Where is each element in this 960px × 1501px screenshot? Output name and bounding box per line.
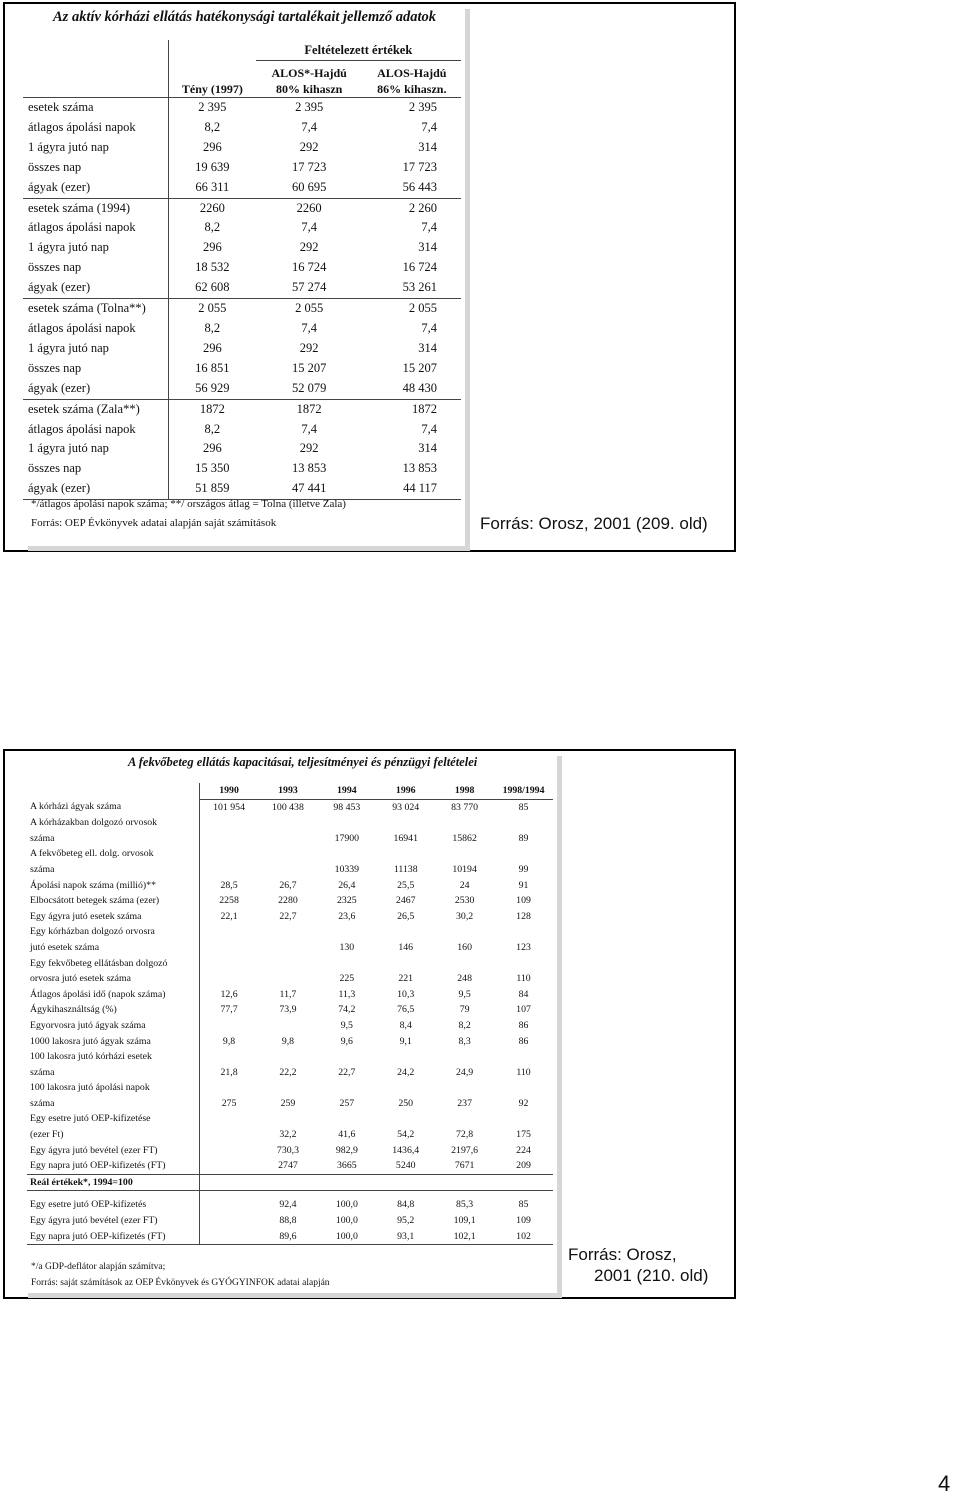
cell-value: 22,7 [338,1066,356,1078]
table-row [27,893,553,909]
cell-value: 10339 [334,863,360,875]
cell-value: 314 [418,340,437,355]
cell-value: 100 438 [272,801,304,813]
cell-value: 248 [457,973,472,985]
row-label: ágyak (ezer) [23,379,169,399]
row-label: Egyorvosra jutó ágyak száma [27,1018,199,1034]
efficiency-table [23,40,461,500]
table-row [23,479,461,499]
col-header-fact: Tény (1997) [169,61,256,98]
cell-value: 275 [221,1097,237,1109]
slide-1 [3,2,736,552]
cell-value: 66 311 [195,179,230,194]
row-label: összes nap [23,359,169,379]
cell-value: 92,4 [279,1199,297,1211]
table-header-row [23,40,461,61]
col-header: 1998/1994 [494,783,553,799]
table-subheader-row [23,61,461,98]
table-row [23,198,461,218]
cell-value: 2 055 [169,299,256,319]
cell-value: 8,3 [458,1035,471,1047]
cell-value: 51 859 [169,479,256,499]
cell-value: 92 [518,1097,529,1109]
row-label: 1 ágyra jutó nap [23,439,169,459]
cell-value [199,1018,258,1034]
row-label: Egy napra jutó OEP-kifizetés (FT) [27,1158,199,1174]
table-row [27,1143,553,1159]
row-label: Ágykihasználtság (%) [27,1002,199,1018]
row-label: átlagos ápolási napok [23,218,169,238]
cell-value: 8,2 [204,220,221,235]
table-row [27,1018,553,1034]
row-label: esetek száma [23,98,169,118]
slide-2 [3,749,736,1299]
row-label: átlagos ápolási napok [23,118,169,138]
col-header: 1990 [199,783,258,799]
table-row [23,98,461,118]
cell-value: 109 [516,895,531,907]
table-row [23,439,461,459]
cell-value: 9,8 [281,1035,295,1047]
table-row [23,278,461,298]
col-header: 1996 [376,783,435,799]
cell-value: 8,2 [204,320,221,335]
cell-value: 102,1 [435,1229,494,1245]
cell-value: 8,2 [458,1019,471,1031]
cell-value: 11,7 [279,988,297,1000]
source-note: Forrás: OEP Évkönyvek adatai alapján saját számítások [31,517,277,529]
cell-value: 95,2 [397,1215,415,1227]
table-row [27,1197,553,1213]
cell-value: 100,0 [335,1215,358,1227]
cell-value: 9,6 [340,1035,353,1047]
row-label: Ápolási napok száma (millió)** [27,878,199,894]
cell-value: 8,4 [399,1019,412,1031]
assumed-values-header: Feltételezett értékek [256,40,461,61]
row-label: Egy ágyra jutó esetek száma [27,909,199,925]
cell-value: 7,4 [301,220,317,235]
cell-value: 7,4 [301,320,317,335]
cell-value: 22,2 [279,1066,297,1078]
row-label: Elbocsátott betegek száma (ezer) [27,893,199,909]
cell-value: 12,6 [220,988,238,1000]
cell-value: 175 [516,1129,531,1141]
cell-value: 130 [339,941,355,953]
cell-value: 24,2 [397,1066,415,1078]
cell-value: 2530 [454,895,475,907]
cell-value: 19 639 [195,159,230,174]
cell-value: 26,5 [397,910,415,922]
table-row [23,258,461,278]
cell-value: 2 395 [198,100,227,114]
cell-value [259,924,318,955]
cell-value: 21,8 [220,1066,238,1078]
cell-value: 292 [299,441,319,456]
col-header-alos-80: ALOS*-Hajdú 80% kihaszn [256,61,363,98]
cell-value: 24,9 [456,1066,474,1078]
cell-value: 8,2 [204,119,221,134]
cell-value: 2197,6 [451,1144,479,1156]
cell-value: 123 [516,941,531,953]
row-label: 1 ágyra jutó nap [23,339,169,359]
table-row [27,1080,553,1111]
cell-value: 47 441 [256,479,363,499]
cell-value: 25,5 [397,879,415,891]
cell-value [199,815,258,846]
figure-efficiency-table [23,4,465,546]
cell-value: 24 [459,879,470,891]
row-label: A kórházakban dolgozó orvosok száma [27,815,199,846]
cell-value: 11138 [393,863,418,875]
cell-value: 56 929 [195,380,230,395]
row-label: összes nap [23,459,169,479]
table-row [27,909,553,925]
cell-value: 74,2 [338,1004,356,1016]
cell-value: 13 853 [291,461,327,476]
cell-value: 8,2 [204,421,221,436]
cell-value: 89,6 [259,1229,318,1245]
table-row [27,815,553,846]
cell-value: 296 [202,240,222,255]
cell-value [259,815,318,846]
row-label: Egy fekvőbeteg ellátásban dolgozó orvosra jutó esetek száma [27,956,199,987]
cell-value: 3665 [337,1160,357,1172]
cell-value: 2 395 [295,100,324,114]
cell-value: 52 079 [291,380,327,395]
row-label: összes nap [23,258,169,278]
source-caption-1: Forrás: Orosz, 2001 (209. old) [480,514,708,533]
cell-value: 146 [398,941,414,953]
row-label: A fekvőbeteg ell. dolg. orvosok száma [27,846,199,877]
inpatient-table-body [27,799,553,1245]
row-label: 100 lakosra jutó ápolási napok száma [27,1080,199,1111]
cell-value: 85 [518,1199,529,1211]
cell-value: 314 [418,441,437,456]
cell-value: 9,8 [222,1035,236,1047]
cell-value: 7,4 [421,421,437,436]
col-header: 1998 [435,783,494,799]
row-label: 100 lakosra jutó kórházi esetek száma [27,1049,199,1080]
table-row [27,1111,553,1142]
cell-value: 88,8 [279,1215,297,1227]
cell-value: 224 [516,1144,531,1156]
page-number: 4 [938,1471,951,1496]
real-values-label: Reál értékek*, 1994=100 [27,1174,199,1191]
row-label: Átlagos ápolási idő (napok száma) [27,987,199,1003]
cell-value: 17900 [334,832,360,844]
table-row [23,459,461,479]
figure-1-title: Az aktív kórházi ellátás hatékonysági tartalékait jellemző adatok [53,9,437,25]
row-label: ágyak (ezer) [23,479,169,499]
cell-value: 17 723 [291,159,327,174]
cell-value: 11,3 [338,988,356,1000]
cell-value: 101 954 [213,801,245,813]
table-row [23,339,461,359]
cell-value: 15 350 [195,461,230,476]
cell-value: 93 024 [392,801,420,813]
cell-value: 44 117 [363,479,461,499]
cell-value: 221 [398,973,414,985]
cell-value: 2 055 [363,299,461,319]
cell-value: 18 532 [195,260,230,275]
table-row [27,1034,553,1050]
row-label: 1000 lakosra jutó ágyak száma [27,1034,199,1050]
cell-value: 76,5 [397,1004,415,1016]
cell-value: 100,0 [335,1199,358,1211]
cell-value: 10194 [452,863,477,875]
cell-value: 2 260 [363,198,461,218]
cell-value [199,1197,258,1213]
cell-value: 16 851 [195,360,230,375]
footnote: */a GDP-deflátor alapján számítva; [31,1262,166,1272]
cell-value: 48 430 [402,380,437,395]
table-row [23,118,461,138]
cell-value: 730,3 [276,1144,299,1156]
cell-value: 2 395 [408,100,437,114]
cell-value: 2280 [278,895,298,907]
cell-value: 26,4 [338,879,356,891]
cell-value [199,1213,258,1229]
table-row [27,878,553,894]
row-label: átlagos ápolási napok [23,319,169,339]
row-label: Egy napra jutó OEP-kifizetés (FT) [27,1229,199,1245]
cell-value: 98 453 [333,801,361,813]
cell-value: 7,4 [421,220,437,235]
cell-value: 99 [518,863,529,875]
cell-value: 57 274 [291,280,327,295]
cell-value: 16 724 [402,260,437,275]
cell-value: 83 770 [451,801,479,813]
cell-value: 292 [299,340,319,355]
table-row [23,218,461,238]
cell-value [199,924,258,955]
cell-value: 13 853 [402,461,437,476]
cell-value: 89 [518,832,529,844]
cell-value: 9,5 [340,1019,353,1031]
cell-value: 23,6 [338,910,356,922]
cell-value: 982,9 [335,1144,358,1156]
table-row [23,319,461,339]
row-label: összes nap [23,158,169,178]
cell-value: 2 055 [256,299,363,319]
cell-value: 2747 [278,1160,298,1172]
table-row [27,1049,553,1080]
table-row [23,399,461,419]
cell-value: 2260 [169,198,256,218]
cell-value: 62 608 [195,280,230,295]
cell-value: 54,2 [397,1129,415,1141]
cell-value: 53 261 [402,280,437,295]
cell-value: 1872 [169,399,256,419]
cell-value: 72,8 [456,1129,474,1141]
cell-value: 296 [202,139,222,154]
cell-value: 314 [418,139,437,154]
row-label: Egy esetre jutó OEP-kifizetés [27,1197,199,1213]
cell-value: 237 [457,1097,472,1109]
cell-value: 5240 [395,1160,416,1172]
cell-value: 1872 [363,399,461,419]
cell-value: 26,7 [279,879,297,891]
cell-value: 91 [518,879,529,891]
cell-value: 32,2 [279,1129,297,1141]
source-caption-2: Forrás: Orosz, 2001 (210. old) [568,1245,709,1285]
cell-value: 1436,4 [392,1144,420,1156]
inpatient-capacity-table [27,783,553,1245]
cell-value [199,956,258,987]
cell-value [259,956,318,987]
cell-value: 73,9 [279,1004,297,1016]
cell-value: 28,5 [220,879,238,891]
cell-value: 84 [518,988,529,1000]
row-label: A kórházi ágyak száma [27,799,199,815]
cell-value: 102 [494,1229,553,1245]
table-row [27,1002,553,1018]
cell-value: 2467 [395,895,416,907]
table-row [27,1158,553,1174]
cell-value: 2325 [337,895,357,907]
figure-2-title: A fekvőbeteg ellátás kapacitásai, teljesítményei és pénzügyi feltételei [128,755,478,769]
row-label: átlagos ápolási napok [23,420,169,440]
row-label: esetek száma (Zala**) [23,399,169,419]
cell-value: 84,8 [397,1199,415,1211]
table-row [23,238,461,258]
row-label: Egy kórházban dolgozó orvosra jutó esetek száma [27,924,199,955]
cell-value: 9,5 [458,988,471,1000]
table-row [27,799,553,815]
cell-value: 110 [516,973,531,985]
cell-value: 296 [202,441,222,456]
cell-value: 2260 [256,198,363,218]
cell-value: 107 [516,1004,531,1016]
cell-value: 1872 [256,399,363,419]
table-row [23,158,461,178]
cell-value: 128 [516,910,531,922]
table-row [27,1213,553,1229]
cell-value: 250 [398,1097,414,1109]
row-label: esetek száma (1994) [23,198,169,218]
cell-value: 15 207 [402,360,437,375]
cell-value: 56 443 [402,179,437,194]
row-label: 1 ágyra jutó nap [23,238,169,258]
cell-value: 100,0 [317,1229,376,1245]
cell-value: 85 [518,801,529,813]
cell-value: 7,4 [301,119,317,134]
cell-value: 296 [202,340,222,355]
cell-value: 292 [299,240,319,255]
cell-value: 292 [299,139,319,154]
table-row [23,359,461,379]
cell-value [259,846,318,877]
table-row [27,846,553,877]
row-label: Egy ágyra jutó bevétel (ezer FT) [27,1213,199,1229]
cell-value: 7,4 [421,119,437,134]
table-row [23,379,461,399]
cell-value: 209 [516,1160,531,1172]
cell-value: 86 [518,1019,529,1031]
cell-value: 7,4 [421,320,437,335]
cell-value: 109,1 [453,1215,476,1227]
cell-value: 257 [339,1097,355,1109]
cell-value: 160 [457,941,472,953]
cell-value: 7,4 [301,421,317,436]
cell-value: 109 [516,1215,531,1227]
cell-value [199,1143,258,1159]
table-row [27,987,553,1003]
cell-value [259,1018,318,1034]
cell-value [199,1229,258,1245]
efficiency-table-body [23,98,461,500]
cell-value: 2258 [219,895,239,907]
col-header: 1993 [259,783,318,799]
cell-value [199,1111,258,1142]
cell-value: 314 [418,240,437,255]
col-header-alos-86: ALOS-Hajdú 86% kihaszn. [363,61,461,98]
cell-value [199,1158,258,1174]
table-row [23,138,461,158]
cell-value: 15862 [452,832,477,844]
figure-inpatient-table [23,751,557,1293]
cell-value: 16941 [393,832,418,844]
row-label: esetek száma (Tolna**) [23,299,169,319]
table-row [23,420,461,440]
cell-value: 225 [339,973,355,985]
table-header-row [27,783,553,799]
cell-value: 110 [516,1066,531,1078]
cell-value: 22,1 [220,910,238,922]
cell-value: 10,3 [397,988,415,1000]
cell-value: 85,3 [456,1199,474,1211]
cell-value: 79 [459,1004,470,1016]
cell-value: 93,1 [376,1229,435,1245]
real-values-header-row [27,1174,553,1191]
cell-value: 41,6 [338,1129,356,1141]
table-row [23,178,461,198]
table-row [27,956,553,987]
cell-value [199,846,258,877]
source-note: Forrás: saját számítások az OEP Évkönyvek és GYÓGYINFOK adatai alapján [31,1278,330,1288]
cell-value: 9,1 [399,1035,412,1047]
row-label: ágyak (ezer) [23,278,169,298]
cell-value: 77,7 [220,1004,238,1016]
row-label: Egy esetre jutó OEP-kifizetése (ezer Ft) [27,1111,199,1142]
cell-value: 259 [280,1097,296,1109]
footnote: */átlagos ápolási napok száma; **/ országos átlag = Tolna (illetve Zala) [31,498,346,510]
table-row [27,1229,553,1245]
cell-value: 22,7 [279,910,297,922]
row-label: 1 ágyra jutó nap [23,138,169,158]
col-header: 1994 [317,783,376,799]
cell-value: 86 [518,1035,529,1047]
row-label: Egy ágyra jutó bevétel (ezer FT) [27,1143,199,1159]
table-row [23,299,461,319]
row-label: ágyak (ezer) [23,178,169,198]
cell-value: 17 723 [402,159,437,174]
cell-value: 30,2 [456,910,474,922]
cell-value: 60 695 [291,179,327,194]
cell-value: 7671 [454,1160,475,1172]
table-row [27,924,553,955]
cell-value: 16 724 [291,260,327,275]
cell-value: 15 207 [291,360,327,375]
